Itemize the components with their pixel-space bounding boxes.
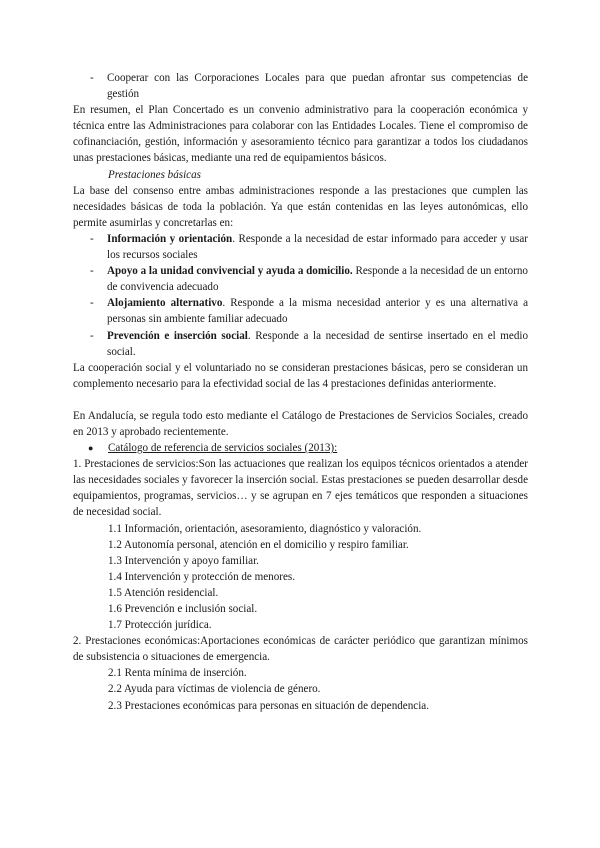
economica-item: 2.2 Ayuda para víctimas de violencia de género.	[108, 683, 321, 696]
basica-item	[73, 263, 528, 295]
basica-item	[73, 295, 528, 327]
economica-item: 2.3 Prestaciones económicas para personas en situación de dependencia.	[108, 699, 429, 712]
servicio-item: 1.3 Intervención y apoyo familiar.	[108, 554, 259, 567]
intro-item-text: Cooperar con las Corporaciones Locales para que puedan afrontar sus competencias de gestión	[107, 72, 528, 101]
basica-item-bold: Alojamiento alternativo	[107, 297, 223, 310]
servicios-list	[73, 521, 528, 634]
dash-marker: -	[90, 72, 94, 84]
economicas-list	[73, 665, 528, 713]
dash-marker: -	[90, 297, 94, 310]
prestaciones-basicas-heading: Prestaciones básicas	[108, 168, 201, 181]
basicas-list	[73, 231, 528, 360]
dash-marker: -	[90, 232, 94, 245]
basica-item	[73, 328, 528, 360]
base-paragraph: La base del consenso entre ambas administraciones responde a las prestaciones que cumplen las necesidades básicas de toda la población. Ya que están contenidas en las leyes autonómicas, ello permite asumirlas y concretarlas en:	[73, 184, 528, 229]
intro-list-item	[73, 70, 528, 102]
basica-item-bold: Información y orientación	[107, 232, 233, 245]
dash-marker: -	[90, 265, 94, 278]
economicas-intro: 2. Prestaciones económicas:Aportaciones económicas de carácter periódico que garantizan mínimos de subsistencia o situaciones de emergencia.	[73, 635, 528, 664]
economica-item: 2.1 Renta mínima de inserción.	[108, 667, 247, 680]
bullet-marker: ●	[88, 443, 94, 454]
dash-marker: -	[90, 329, 94, 342]
basica-item-bold: Apoyo a la unidad convivencial y ayuda a domicilio.	[107, 265, 353, 278]
blank-line	[73, 392, 528, 408]
servicio-item: 1.1 Información, orientación, asesoramiento, diagnóstico y valoración.	[108, 522, 422, 535]
cooperacion-paragraph: La cooperación social y el voluntariado no se consideran prestaciones básicas, pero se consideran un complemento necesario para la efectividad social de las 4 prestaciones definidas anteriormente.	[73, 361, 528, 390]
basica-item-text: Responde a la necesidad de un entorno de convivencia adecuado	[107, 265, 528, 294]
catalogo-bullet	[73, 440, 528, 456]
basica-item	[73, 231, 528, 263]
servicio-item: 1.2 Autonomía personal, atención en el domicilio y respiro familiar.	[108, 538, 409, 551]
servicio-item: 1.6 Prevención e inclusión social.	[108, 603, 258, 615]
basica-item-text: . Responde a la necesidad de sentirse insertado en el medio social.	[107, 329, 528, 358]
servicio-item: 1.4 Intervención y protección de menores.	[108, 570, 295, 583]
andalucia-paragraph: En Andalucía, se regula todo esto mediante el Catálogo de Prestaciones de Servicios Sociales, creado en 2013 y aprobado recientemente.	[73, 409, 528, 438]
resumen-paragraph: En resumen, el Plan Concertado es un convenio administrativo para la cooperación económica y técnica entre las Administraciones para colaborar con las Entidades Locales. Tiene el compromiso de cofinanciación, gestión, información y asesoramiento técnico para garantizar a todos los ciudadanos unas prestaciones básicas, mediante una red de equipamientos básicos.	[73, 104, 528, 165]
servicio-item: 1.5 Atención residencial.	[108, 586, 219, 599]
catalogo-title: Catálogo de referencia de servicios sociales (2013):	[108, 442, 338, 455]
servicios-intro: 1. Prestaciones de servicios:Son las actuaciones que realizan los equipos técnicos orientados a atender las necesidades sociales y favorecer la inserción social. Estas prestaciones se pueden desarrollar desde equipamientos, programas, servicios… y se agrupan en 7 ejes temáticos que responden a situaciones de necesidad social.	[73, 458, 528, 519]
basica-item-text: . Responde a la necesidad de estar informado para acceder y usar los recursos sociales	[107, 232, 528, 262]
document-page	[73, 70, 528, 714]
basica-item-bold: Prevención e inserción social	[107, 329, 248, 342]
servicio-item: 1.7 Protección jurídica.	[108, 619, 212, 632]
basica-item-text: . Responde a la misma necesidad anterior y es una alternativa a personas sin ambiente familiar adecuado	[107, 297, 528, 326]
